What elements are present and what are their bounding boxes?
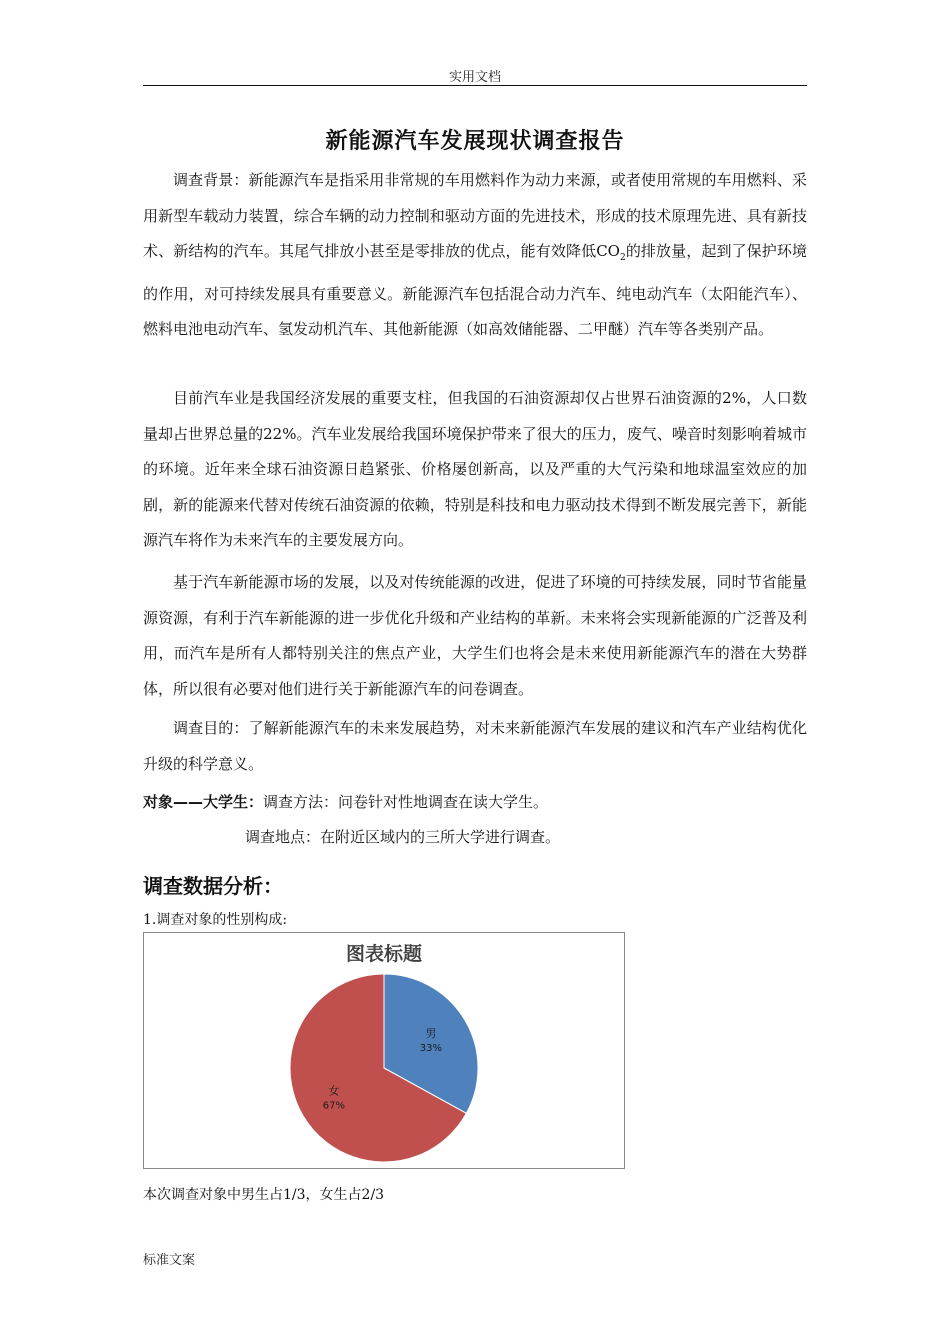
paragraph-background xyxy=(143,163,807,348)
paragraph-basis xyxy=(143,565,807,707)
page-footer: 标准文案 xyxy=(143,1253,196,1268)
chart-caption: 本次调查对象中男生占1/3，女生占2/3 xyxy=(143,1187,385,1203)
survey-location: 调查地点：在附近区域内的三所大学进行调查。 xyxy=(245,828,561,846)
page-header: 实用文档 xyxy=(448,70,501,85)
gender-pie-chart xyxy=(143,932,625,1169)
header-divider xyxy=(143,85,807,86)
survey-method-line xyxy=(143,791,548,812)
document-title: 新能源汽车发展现状调查报告 xyxy=(325,129,625,154)
current-situation-text: 目前汽车业是我国经济发展的重要支柱，但我国的石油资源却仅占世界石油资源的2%，人口数量却占世界总量的22%。汽车业发展给我国环境保护带来了很大的压力，废气、噪音时刻影响着城市的环境。近年来全球石油资源日趋紧张、价格屡创新高，以及严重的大气污染和地球温室效应的加剧，新的能源来代替对传统石油资源的依赖，特别是科技和电力驱动技术得到不断发展完善下，新能源汽车将作为未来汽车的主要发展方向。 xyxy=(143,389,807,549)
chart-title: 图表标题 xyxy=(345,943,423,965)
background-text-2: 的排放量，起到了保护环境的作用，对可持续发展具有重要意义。新能源汽车包括混合动力汽车、纯电动汽车（太阳能汽车）、燃料电池电动汽车、氢发动机汽车、其他新能源（如高效储能器、二甲醚）汽车等各类别产品。 xyxy=(143,242,807,338)
pie-chart-svg xyxy=(144,933,624,1168)
paragraph-purpose xyxy=(143,711,807,782)
chart-heading: 1.调查对象的性别构成: xyxy=(143,912,288,928)
paragraph-current-situation xyxy=(143,381,807,559)
background-text-1: 调查背景：新能源汽车是指采用非常规的车用燃料作为动力来源，或者使用常规的车用燃料、采用新型车载动力装置，综合车辆的动力控制和驱动方面的先进技术，形成的技术原理先进、具有新技术、新结构的汽车。其尾气排放小甚至是零排放的优点，能有效降低CO xyxy=(143,171,807,260)
pie-label-percent: 33% xyxy=(419,1043,443,1055)
co2-subscript: 2 xyxy=(619,253,626,263)
pie-label-category: 男 xyxy=(425,1027,437,1041)
survey-method-text: 调查方法：问卷针对性地调查在读大学生。 xyxy=(263,793,549,811)
survey-target-label: 对象——大学生： xyxy=(143,793,264,811)
basis-text: 基于汽车新能源市场的发展，以及对传统能源的改进，促进了环境的可持续发展，同时节省能量源资源，有利于汽车新能源的进一步优化升级和产业结构的革新。未来将会实现新能源的广泛普及利用，而汽车是所有人都特别关注的焦点产业，大学生们也将会是未来使用新能源汽车的潜在大势群体，所以很有必要对他们进行关于新能源汽车的问卷调查。 xyxy=(143,573,807,698)
purpose-text: 调查目的：了解新能源汽车的未来发展趋势，对未来新能源汽车发展的建议和汽车产业结构优化升级的科学意义。 xyxy=(143,719,807,773)
pie-label-percent: 67% xyxy=(322,1100,345,1112)
section-heading: 调查数据分析： xyxy=(143,874,283,898)
pie-label-category: 女 xyxy=(328,1084,340,1098)
